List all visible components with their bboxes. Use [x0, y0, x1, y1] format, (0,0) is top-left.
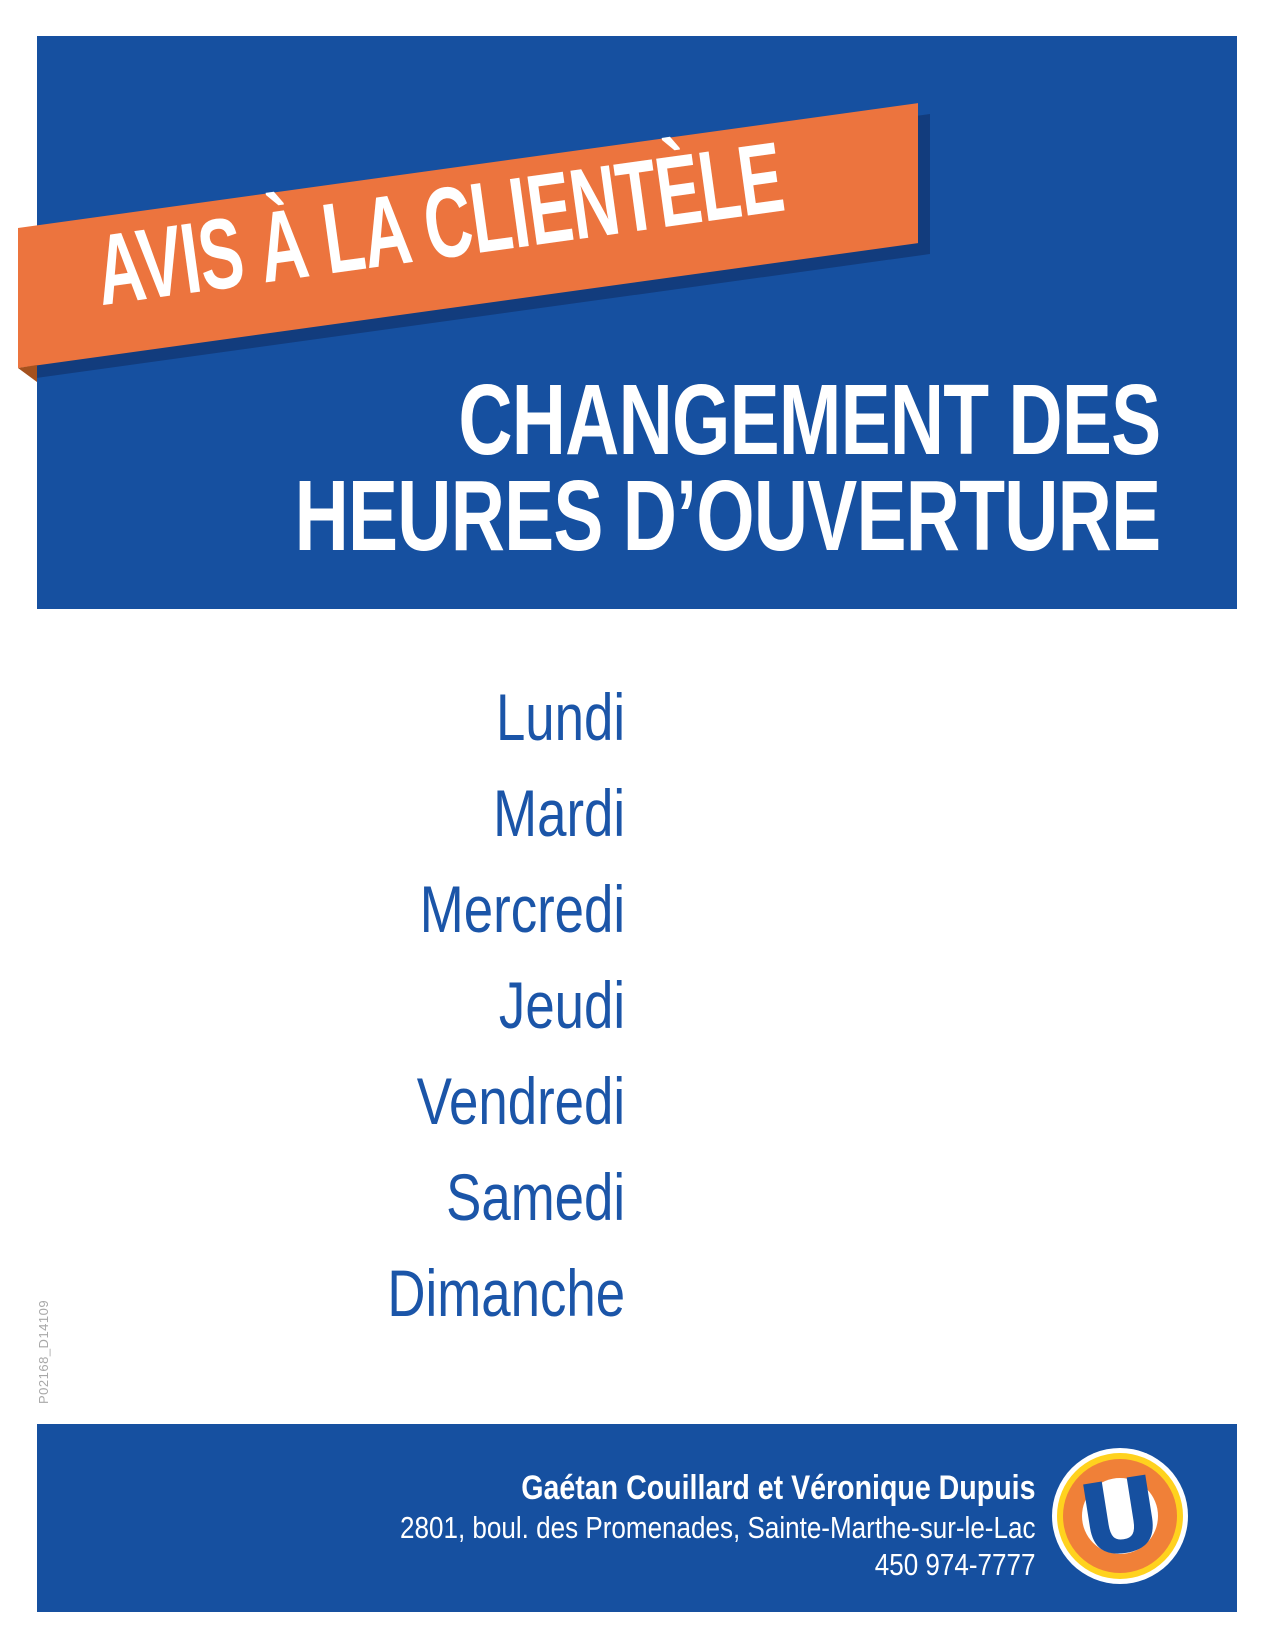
owner-names: Gaétan Couillard et Véronique Dupuis: [520, 1469, 1035, 1507]
footer-text: [400, 1470, 1035, 1583]
day-label: Dimanche: [387, 1256, 625, 1330]
print-code: P02168_D14109: [36, 1299, 51, 1404]
page-title-line2: HEURES D’OUVERTURE: [294, 460, 1160, 572]
logo-letter-u: U: [1070, 1453, 1170, 1582]
day-label: Jeudi: [498, 968, 625, 1042]
days-list: [387, 669, 625, 1341]
notice-ribbon-text: AVIS À LA CLIENTÈLE: [89, 121, 790, 327]
day-label: Lundi: [495, 680, 625, 754]
uniprix-logo-icon: [1052, 1448, 1188, 1584]
day-label: Samedi: [445, 1160, 625, 1234]
footer-panel: [37, 1424, 1237, 1612]
day-label: Mardi: [492, 776, 625, 850]
day-label: Vendredi: [416, 1064, 625, 1138]
store-phone: 450 974-7777: [874, 1547, 1035, 1582]
page-title: [294, 364, 1160, 572]
day-label: Mercredi: [419, 872, 625, 946]
store-address: 2801, boul. des Promenades, Sainte-Marthe-sur-le-Lac: [399, 1510, 1035, 1545]
page-title-line1: CHANGEMENT DES: [457, 364, 1160, 476]
